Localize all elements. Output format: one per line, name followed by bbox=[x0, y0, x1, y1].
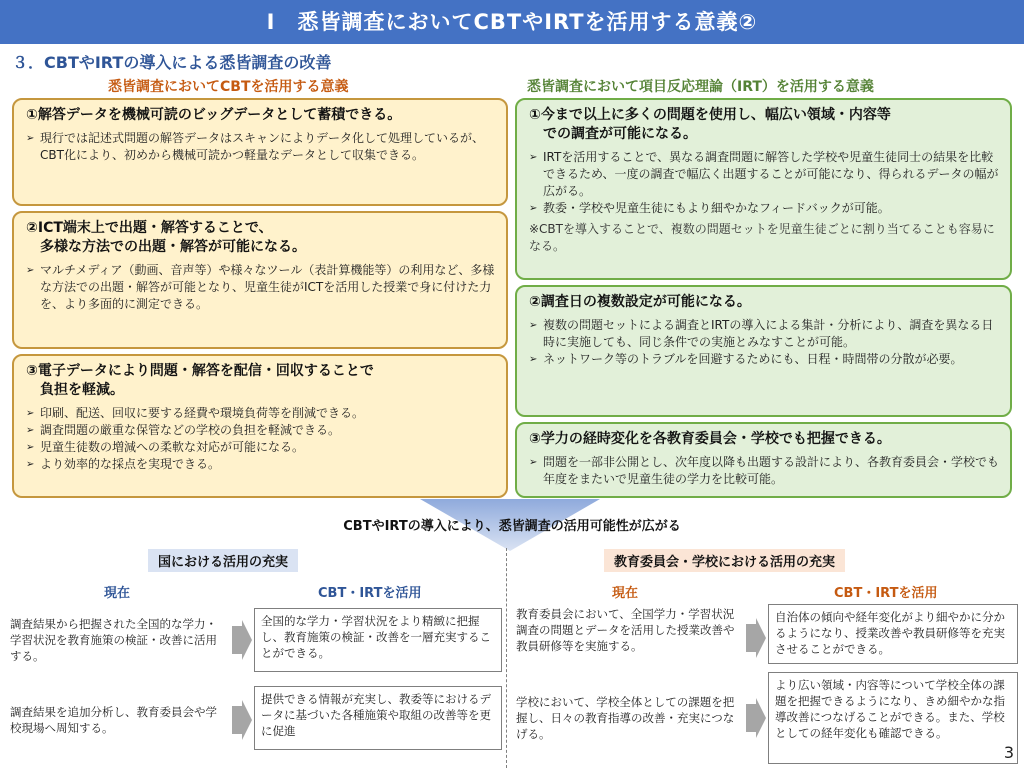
cbt-box-2-title: ②ICT端末上で出題・解答することで、 多様な方法での出題・解答が可能になる。 bbox=[26, 220, 306, 255]
cbt-box-3-bullet-2: ➢ 調査問題の厳重な保管などの学校の負担を軽減できる。 bbox=[26, 422, 496, 439]
local-heading: 教育委員会・学校における活用の充実 bbox=[604, 549, 845, 572]
local-current-label: 現在 bbox=[612, 586, 639, 601]
irt-column-heading: 悉皆調査において項目反応理論（IRT）を活用する意義 bbox=[527, 79, 874, 95]
national-current-label: 現在 bbox=[104, 586, 131, 601]
section-title: ３．CBTやIRTの導入による悉皆調査の改善 bbox=[12, 53, 332, 72]
cbt-box-1-title: ①解答データを機械可読のビッグデータとして蓄積できる。 bbox=[26, 107, 402, 123]
irt-box-2-bullet-2: ➢ ネットワーク等のトラブルを回避するためにも、日程・時間帯の分散が必要。 bbox=[529, 351, 1000, 368]
cbt-box-1-bullet: ➢ 現行では記述式問題の解答データはスキャンによりデータ化して処理しているが、CBT化により、初めから機械可読かつ軽量なデータとして収集できる。 bbox=[26, 130, 496, 164]
right-arrow-icon bbox=[232, 700, 252, 740]
cbt-box-3-title: ③電子データにより問題・解答を配信・回収することで 負担を軽減。 bbox=[26, 363, 374, 398]
local-future-2: より広い領域・内容等について学校全体の課題を把握できるようになり、きめ細やかな指導改善につなげることができる。また、学校としての経年変化も確認できる。 bbox=[768, 672, 1018, 764]
right-arrow-icon bbox=[746, 618, 766, 658]
cbt-box-3-bullet-4: ➢ より効率的な採点を実現できる。 bbox=[26, 456, 496, 473]
cbt-box-3-bullet-1: ➢ 印刷、配送、回収に要する経費や環境負荷等を削減できる。 bbox=[26, 405, 496, 422]
irt-box-3-bullet: ➢ 問題を一部非公開とし、次年度以降も出題する設計により、各教育委員会・学校でも年度をまたいで児童生徒の学力を比較可能。 bbox=[529, 454, 1000, 488]
national-current-2: 調査結果を追加分析し、教育委員会や学校現場へ周知する。 bbox=[10, 705, 217, 735]
irt-box-3 bbox=[515, 422, 1012, 498]
bottom-divider bbox=[506, 548, 507, 768]
irt-box-1-bullet-2: ➢ 教委・学校や児童生徒にもより細やかなフィードバックが可能。 bbox=[529, 200, 1000, 217]
irt-box-1-bullet-1: ➢ IRTを活用することで、異なる調査問題に解答した学校や児童生徒同士の結果を比較できるため、一度の調査で幅広く出題することが可能になり、得られるデータの幅が広がる。 bbox=[529, 149, 1000, 200]
local-current-1: 教育委員会において、全国学力・学習状況調査の問題とデータを活用した授業改善や教員研修等を実施する。 bbox=[516, 607, 735, 653]
right-arrow-icon bbox=[232, 620, 252, 660]
irt-box-2-bullet-1: ➢ 複数の問題セットによる調査とIRTの導入による集計・分析により、調査を異なる日時に実施しても、同じ条件での実施とみなすことが可能。 bbox=[529, 317, 1000, 351]
irt-box-2 bbox=[515, 285, 1012, 417]
irt-box-2-title: ②調査日の複数設定が可能になる。 bbox=[529, 294, 751, 310]
right-arrow-icon bbox=[746, 698, 766, 738]
cbt-box-1 bbox=[12, 98, 508, 206]
local-future-1: 自治体の傾向や経年変化がより細やかに分かるようになり、授業改善や教員研修等を充実させることができる。 bbox=[768, 604, 1018, 664]
cbt-box-3 bbox=[12, 354, 508, 498]
cbt-box-3-bullet-3: ➢ 児童生徒数の増減への柔軟な対応が可能になる。 bbox=[26, 439, 496, 456]
irt-box-1-title: ①今まで以上に多くの問題を使用し、幅広い領域・内容等 での調査が可能になる。 bbox=[529, 107, 891, 142]
expansion-message: CBTやIRTの導入により、悉皆調査の活用可能性が広がる bbox=[343, 519, 681, 534]
irt-box-1-note: ※CBTを導入することで、複数の問題セットを児童生徒ごとに割り当てることも容易になる。 bbox=[529, 222, 995, 253]
page-banner: Ⅰ 悉皆調査においてCBTやIRTを活用する意義② bbox=[0, 0, 1024, 44]
national-heading: 国における活用の充実 bbox=[148, 549, 298, 572]
local-future-label: CBT・IRTを活用 bbox=[834, 586, 938, 601]
national-future-1: 全国的な学力・学習状況をより精緻に把握し、教育施策の検証・改善を一層充実することができる。 bbox=[254, 608, 502, 672]
local-current-2: 学校において、学校全体としての課題を把握し、日々の教育指導の改善・充実につなげる。 bbox=[516, 695, 735, 741]
page-number: 3 bbox=[1003, 743, 1014, 762]
national-current-1: 調査結果から把握された全国的な学力・学習状況を教育施策の検証・改善に活用する。 bbox=[10, 617, 217, 663]
irt-box-3-title: ③学力の経時変化を各教育委員会・学校でも把握できる。 bbox=[529, 431, 891, 447]
irt-box-1 bbox=[515, 98, 1012, 280]
national-future-2: 提供できる情報が充実し、教委等におけるデータに基づいた各種施策や取組の改善等を更に促進 bbox=[254, 686, 502, 750]
cbt-column-heading: 悉皆調査においてCBTを活用する意義 bbox=[108, 79, 349, 95]
cbt-box-2 bbox=[12, 211, 508, 349]
national-future-label: CBT・IRTを活用 bbox=[318, 586, 422, 601]
cbt-box-2-bullet: ➢ マルチメディア（動画、音声等）や様々なツール（表計算機能等）の利用など、多様な方法での出題・解答が可能となり、児童生徒がICTを活用した授業で身に付けた力を、より多面的に測定できる。 bbox=[26, 262, 496, 313]
